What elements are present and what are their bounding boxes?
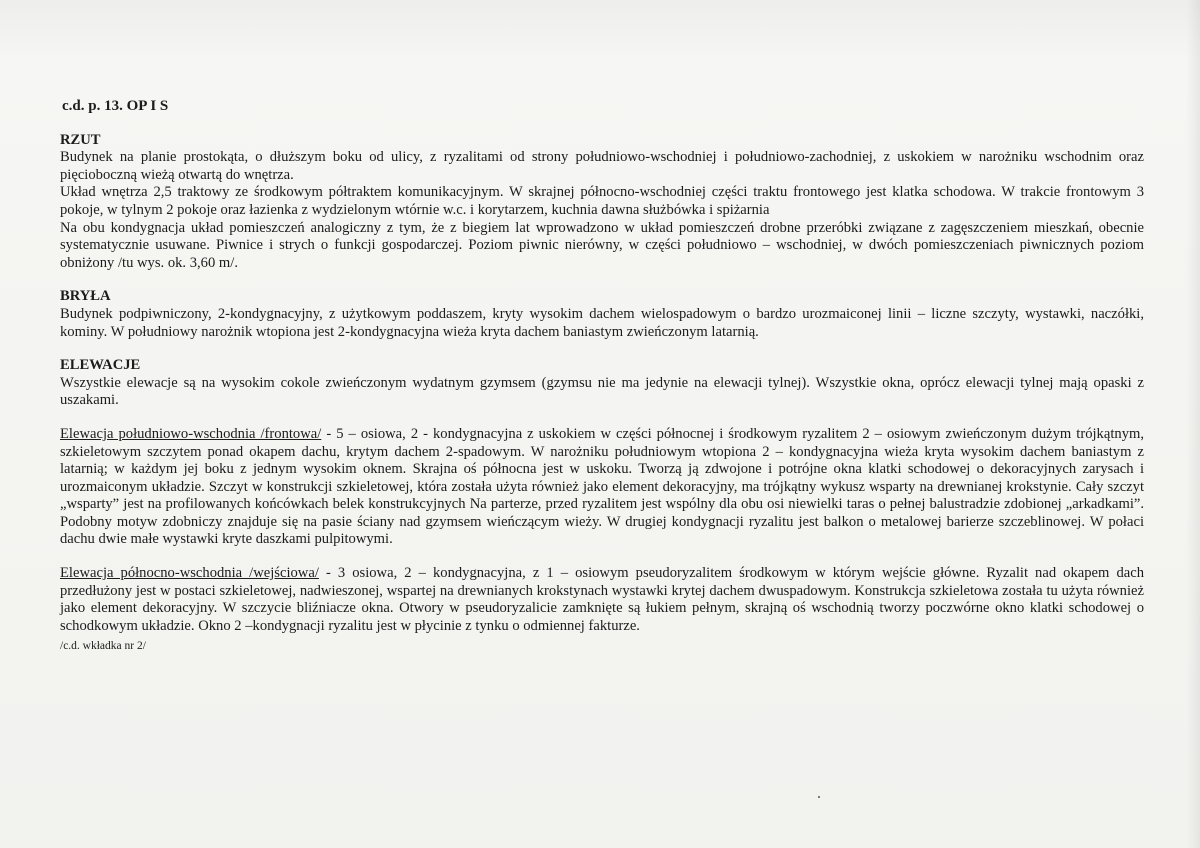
elevation-entrance-paragraph (60, 565, 1144, 635)
elevation-entrance-label: Elewacja północno-wschodnia /wejściowa/ (60, 565, 319, 582)
section-title-bryla: BRYŁA (60, 288, 111, 305)
section-title-elewacje: ELEWACJE (60, 357, 141, 374)
rzut-paragraph-2: Układ wnętrza 2,5 traktowy ze środkowym półtraktem komunikacyjnym. W skrajnej północno-wschodniej części traktu frontowego jest klatka schodowa. W trakcie frontowym 3 pokoje, w tylnym 2 pokoje oraz łazienka z wydzielonym wtórnie w.c. i korytarzem, kuchnia dawna służbówka i spiżarnia (60, 184, 1144, 218)
elevation-front-label: Elewacja południowo-wschodnia /frontowa/ (60, 425, 322, 442)
rzut-paragraph-3: Na obu kondygnacja układ pomieszczeń analogiczny z tym, że z biegiem lat wprowadzono w układ pomieszczeń drobne przeróbki związane z zagęszczeniem mieszkań, obecnie systematycznie usuwane. Piwnice i strych o funkcji gospodarczej. Poziom piwnic nierówny, w części południowo – wschodniej, w dwóch pomieszczeniach piwnicznych poziom obniżony /tu wys. ok. 3,60 m/. (60, 219, 1144, 271)
section-title-rzut: RZUT (60, 131, 101, 148)
elevation-entrance-text: - 3 osiowa, 2 – kondygnacyjna, z 1 – osiowym pseudoryzalitem środkowym w którym wejście główne. Ryzalit nad okapem dach przedłużony jest w postaci szkieletowej, nadwieszonej, wspartej na drewnianych krokstynach wystawki krytej dachem dwuspadowym. Konstrukcja szkieletowa została tu użyta również jako element dekoracyjny. W szczycie bliźniacze okna. Otwory w pseudoryzalicie zamknięte są łukiem pełnym, skrajną oś wschodnią tworzy poczwórne okno klatki schodowej o schodkowym układzie. Okno 2 –kondygnacji ryzalitu jest w płycinie z tynku o odmiennej fakturze. (60, 565, 1144, 634)
bryla-paragraph: Budynek podpiwniczony, 2-kondygnacyjny, z użytkowym poddaszem, kryty wysokim dachem wielospadowym o bardzo urozmaiconej linii – liczne szczyty, wystawki, naczółki, kominy. W południowy narożnik wtopiona jest 2-kondygnacyjna wieża kryta dachem baniastym zwieńczonym latarnią. (60, 305, 1144, 340)
elewacje-paragraph: Wszystkie elewacje są na wysokim cokole zwieńczonym wydatnym gzymsem (gzymsu nie ma jedynie na elewacji tylnej). Wszystkie okna, oprócz elewacji tylnej mają opaski z uszakami. (60, 374, 1144, 409)
elevation-front-paragraph (60, 426, 1144, 549)
rzut-paragraph-1: Budynek na planie prostokąta, o dłuższym boku od ulicy, z ryzalitami od strony południowo-wschodniej i południowo-zachodniej, z uskokiem w narożniku wschodnim oraz pięcioboczną wieżą otwartą do wnętrza. (60, 149, 1144, 183)
scan-shadow-right (1186, 0, 1200, 848)
page-header: c.d. p. 13. OP I S (62, 98, 169, 114)
scan-speck (818, 796, 820, 798)
document-body (60, 98, 1144, 653)
scan-shadow-top (0, 0, 1200, 60)
elevation-front-text: - 5 – osiowa, 2 - kondygnacyjna z uskokiem w części północnej i środkowym ryzalitem 2 – osiowym zwieńczonym dużym trójkątnym, szkieletowym szczytem ponad okapem dachu, krytym dachem 2-spadowym. W narożniku południowym wtopiona 2 – kondygnacyjna wieża kryta wysokim dachem baniastym z latarnią; w każdym jej boku z jednym wysokim oknem. Skrajna oś północna jest w uskoku. Tworzą ją zdwojone i potrójne okna klatki schodowej o dekoracyjnych zarysach i urozmaiconym układzie. Szczyt w konstrukcji szkieletowej, która została użyta również jako element dekoracyjny, ma trójkątny wykusz wsparty na drewnianej krokstynie. Cały szczyt „wsparty” jest na profilowanych końcówkach belek konstrukcyjnych Na parterze, przed ryzalitem jest wspólny dla obu osi niewielki taras o pełnej balustradzie zdobionej „arkadkami”. Podobny motyw zdobniczy znajduje się na pasie ściany nad gzymsem wieńczącym wieży. W drugiej kondygnacji ryzalitu jest balkon o metalowej barierze szczeblinowej. W połaci dachu dwie małe wystawki kryte daszkami pulpitowymi. (60, 425, 1144, 548)
continuation-note: /c.d. wkładka nr 2/ (60, 640, 146, 653)
